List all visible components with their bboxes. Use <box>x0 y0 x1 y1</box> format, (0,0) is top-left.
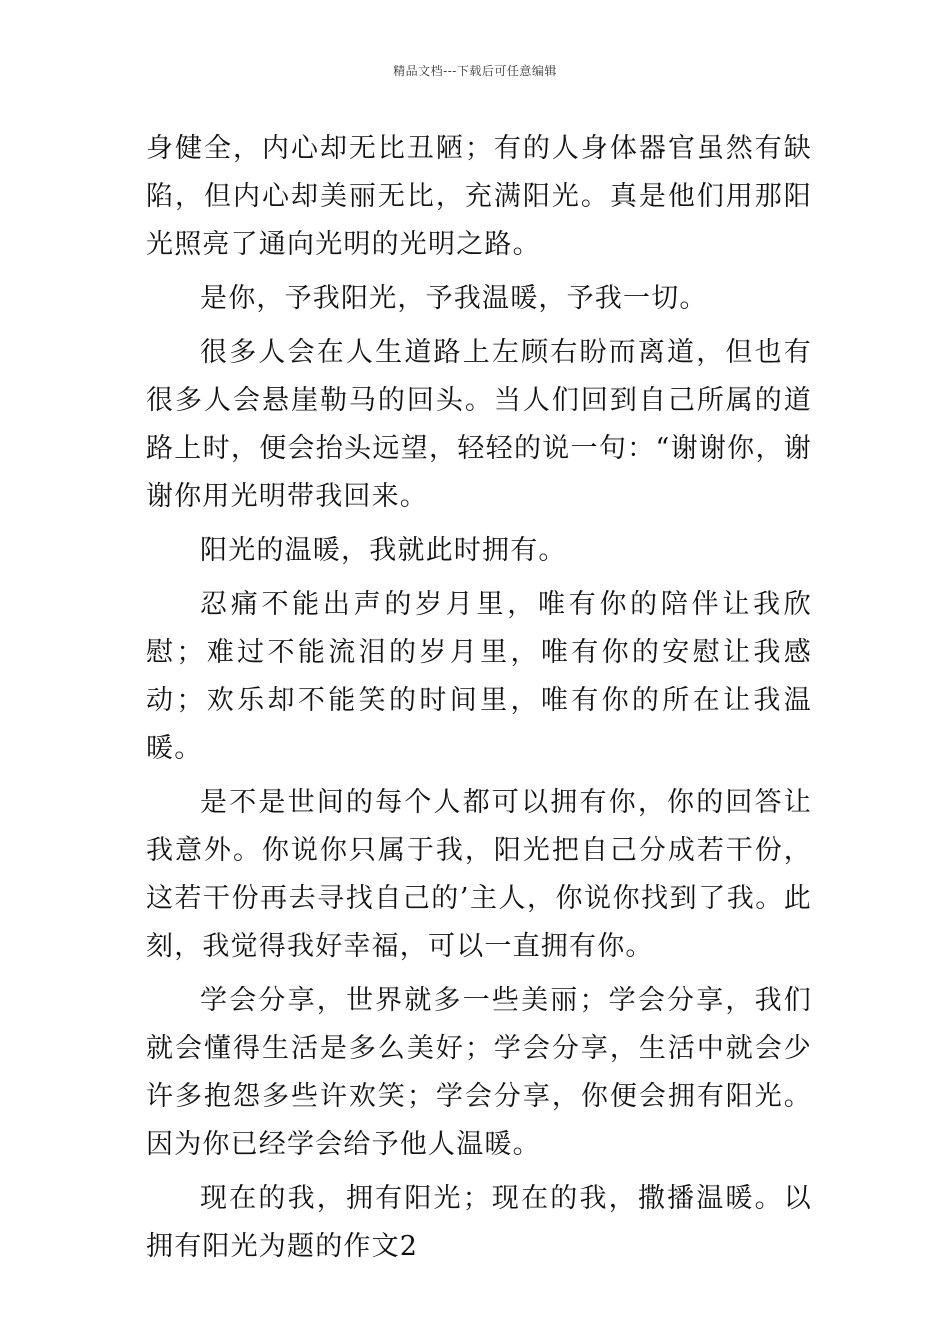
paragraph-7: 学会分享，世界就多一些美丽；学会分享，我们就会懂得生活是多么美好；学会分享，生活中就会少许多抱怨多些许欢笑；学会分享，你便会拥有阳光。因为你已经学会给予他人温暖。 <box>146 985 812 1160</box>
paragraph-5: 忍痛不能出声的岁月里，唯有你的陪伴让我欣慰；难过不能流泪的岁月里，唯有你的安慰让我感动；欢乐却不能笑的时间里，唯有你的所在让我温暖。 <box>146 589 812 764</box>
paragraph-8: 现在的我，拥有阳光；现在的我，撒播温暖。以拥有阳光为题的作文2 <box>146 1183 812 1262</box>
document-body <box>146 125 812 1271</box>
paragraph-3: 很多人会在人生道路上左顾右盼而离道，但也有很多人会悬崖勒马的回头。当人们回到自己所属的道路上时，便会抬头远望，轻轻的说一句：“谢谢你，谢谢你用光明带我回来。 <box>146 337 812 512</box>
paragraph-2: 是你，予我阳光，予我温暖，予我一切。 <box>200 283 708 314</box>
paragraph-4: 阳光的温暖，我就此时拥有。 <box>200 535 567 566</box>
paragraph-1: 身健全，内心却无比丑陋；有的人身体器官虽然有缺陷，但内心却美丽无比，充满阳光。真是他们用那阳光照亮了通向光明的光明之路。 <box>146 133 812 260</box>
paragraph-6: 是不是世间的每个人都可以拥有你，你的回答让我意外。你说你只属于我，阳光把自己分成若干份，这若干份再去寻找自己的’主人，你说你找到了我。此刻，我觉得我好幸福，可以一直拥有你。 <box>146 787 812 962</box>
page-header: 精品文档---下载后可任意编辑 <box>393 64 557 78</box>
